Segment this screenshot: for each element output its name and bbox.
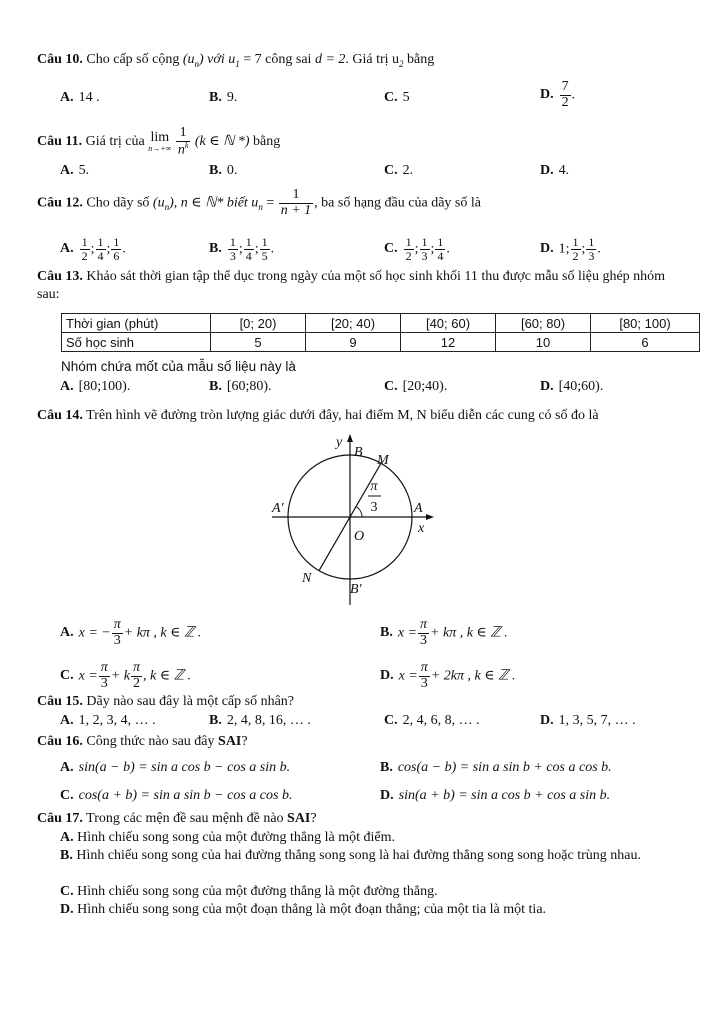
q13-option-b[interactable]: B. [60;80).	[209, 379, 272, 394]
q16-option-b[interactable]: B. cos(a − b) = sin a sin b + cos a cos b.	[380, 760, 612, 775]
trig-circle-figure	[250, 430, 450, 610]
q11-option-d[interactable]: D. 4.	[540, 163, 570, 178]
table-cell: 9	[306, 333, 401, 352]
b-label: B	[354, 445, 363, 460]
q17-number: Câu 17.	[37, 811, 83, 826]
question-16	[37, 734, 248, 750]
q12-un-sub: n	[258, 202, 263, 213]
b-prime-label: B′	[350, 582, 362, 597]
q16-number: Câu 16.	[37, 734, 83, 749]
q17-end: ?	[310, 811, 317, 826]
q12-seq: (u	[152, 195, 165, 211]
table-header-row	[62, 314, 700, 333]
q17-sai: SAI	[287, 811, 311, 826]
table-cell: [0; 20)	[211, 314, 306, 333]
a-prime-label: A′	[272, 501, 284, 516]
q10-d: d = 2	[314, 52, 346, 67]
q10-number: Câu 10.	[37, 52, 83, 67]
q17-option-d[interactable]: D. Hình chiếu song song của một đoạn thẳng là một đoạn thẳng; của một tia là một tia.	[60, 902, 547, 917]
q11-lim-sub: n→+∞	[148, 144, 172, 154]
q11-cond: (k ∈ ℕ *)	[194, 134, 250, 150]
q17-text: Trong các mện đề sau mệnh đề nào	[86, 811, 284, 826]
q12-den: n + 1	[280, 202, 312, 218]
q12-option-a[interactable]: A. $\frac{1}{2}$ ; $\frac{1}{4}$ ; $\frac{1}{6}$ .	[60, 235, 126, 263]
q15-text: Dãy nào sau đây là một cấp số nhân?	[86, 694, 295, 709]
x-axis-arrow	[426, 514, 434, 520]
q14-option-d[interactable]: D. x = $\frac{\pi}{3}$ + 2kπ , k ∈ ℤ .	[380, 660, 516, 691]
q12-option-d[interactable]: D. 1; $\frac{1}{2}$ ; $\frac{1}{3}$ .	[540, 235, 601, 263]
three-label: 3	[370, 500, 378, 515]
a-label: A	[414, 501, 423, 516]
q17-option-c[interactable]: C. Hình chiếu song song của một đường thẳng là một đường thẳng.	[60, 884, 438, 899]
question-13	[37, 268, 687, 304]
q16-sai: SAI	[218, 734, 242, 749]
q11-option-a[interactable]: A. 5.	[60, 163, 90, 178]
q14-number: Câu 14.	[37, 408, 83, 423]
table-cell: 6	[591, 333, 700, 352]
table-cell: 10	[496, 333, 591, 352]
q10-u2-sub: 2	[399, 58, 404, 69]
q11-option-b[interactable]: B. 0.	[209, 163, 238, 178]
frequency-table	[61, 313, 700, 352]
q10-seq-sub: n	[194, 58, 200, 69]
table-row	[62, 333, 700, 352]
question-10	[37, 52, 434, 69]
q15-number: Câu 15.	[37, 694, 83, 709]
q16-end: ?	[241, 734, 248, 749]
q12-number: Câu 12.	[37, 195, 83, 211]
q13-text: Khảo sát thời gian tập thể dục trong ngày của một số học sinh khối 11 thu được mẫu số liệu ghép nhóm sau:	[37, 269, 666, 302]
y-label: y	[336, 435, 343, 450]
q15-option-d[interactable]: D. 1, 3, 5, 7, … .	[540, 713, 636, 728]
q10-option-a[interactable]: A. 14 .	[60, 90, 100, 105]
q13-option-d[interactable]: D. [40;60).	[540, 379, 604, 394]
q11-num: 1	[179, 125, 187, 140]
q10-post: . Giá trị u	[345, 52, 400, 67]
q11-lim: lim	[150, 130, 170, 146]
table-cell: [40; 60)	[401, 314, 496, 333]
q13-option-a[interactable]: A. [80;100).	[60, 379, 131, 394]
question-12	[37, 188, 481, 218]
q17-option-a[interactable]: A. Hình chiếu song song của một đường thẳng là một điểm.	[60, 830, 396, 845]
q10-option-b[interactable]: B. 9.	[209, 90, 238, 105]
n-label: N	[302, 571, 312, 586]
q12-mid: ), n ∈ ℕ* biết u	[169, 195, 259, 211]
o-label: O	[354, 529, 365, 544]
q10-mid: ) với u	[199, 52, 236, 67]
q13-number: Câu 13.	[37, 269, 83, 284]
table-cell: Số học sinh	[62, 333, 211, 352]
table-cell: [20; 40)	[306, 314, 401, 333]
question-15	[37, 694, 294, 710]
q12-option-c[interactable]: C. $\frac{1}{2}$ ; $\frac{1}{3}$ ; $\frac{1}{4}$ .	[384, 235, 450, 263]
q14-text: Trên hình vẽ đường tròn lượng giác dưới đây, hai điểm M, N biểu diễn các cung có số đo là	[86, 408, 599, 423]
q12-text: Cho dãy số	[86, 195, 150, 211]
q11-number: Câu 11.	[37, 134, 83, 150]
angle-arc	[356, 507, 362, 517]
table-cell: 12	[401, 333, 496, 352]
q12-num: 1	[292, 187, 300, 202]
q11-option-c[interactable]: C. 2.	[384, 163, 414, 178]
q13-option-c[interactable]: C. [20;40).	[384, 379, 448, 394]
q10-cond: = 7 công sai	[243, 52, 312, 67]
q10-seq: (u	[182, 52, 195, 67]
q10-text: Cho cấp số cộng	[86, 52, 180, 67]
q10-option-c[interactable]: C. 5	[384, 90, 410, 105]
question-17	[37, 811, 317, 827]
pi-label: π	[370, 479, 378, 494]
q11-end: bằng	[253, 134, 281, 150]
q15-option-b[interactable]: B. 2, 4, 8, 16, … .	[209, 713, 311, 728]
q10-option-d[interactable]: D. $\frac{7}{2}$ .	[540, 79, 576, 110]
q16-option-d[interactable]: D. sin(a + b) = sin a cos b + cos a sin b.	[380, 788, 611, 803]
q14-option-c[interactable]: C. x = $\frac{\pi}{3}$ + k $\frac{\pi}{2}$ , k ∈ ℤ .	[60, 660, 192, 691]
q17-option-b[interactable]: B. Hình chiếu song song của hai đường thẳng song song là hai đường thẳng song song hoặc trùng nhau.	[60, 848, 641, 863]
q11-den: n	[177, 142, 185, 158]
table-cell: Thời gian (phút)	[62, 314, 211, 333]
question-14	[37, 408, 599, 424]
y-axis-arrow	[347, 434, 353, 442]
q11-den-sup: k	[184, 140, 189, 150]
q16-option-a[interactable]: A. sin(a − b) = sin a cos b − cos a sin b.	[60, 760, 291, 775]
q12-seq-sub: n	[164, 202, 170, 213]
question-11	[37, 126, 280, 158]
q10-u1-sub: 1	[235, 58, 240, 69]
q16-option-c[interactable]: C. cos(a + b) = sin a sin b − cos a cos b.	[60, 788, 293, 803]
table-cell: [60; 80)	[496, 314, 591, 333]
q12-end: , ba số hạng đầu của dãy số là	[314, 195, 481, 211]
q14-option-a[interactable]: A. x = − $\frac{\pi}{3}$ + kπ , k ∈ ℤ .	[60, 617, 202, 648]
m-label: M	[377, 453, 389, 468]
q15-option-a[interactable]: A. 1, 2, 3, 4, … .	[60, 713, 156, 728]
q13-question: Nhóm chứa mốt của mẫu số liệu này là	[61, 359, 296, 374]
table-cell: [80; 100)	[591, 314, 700, 333]
q16-text: Công thức nào sau đây	[86, 734, 215, 749]
q10-end: bằng	[407, 52, 435, 67]
q12-eq: =	[266, 195, 275, 211]
q15-option-c[interactable]: C. 2, 4, 6, 8, … .	[384, 713, 480, 728]
x-label: x	[418, 521, 425, 536]
q11-text: Giá trị của	[85, 134, 145, 150]
q12-option-b[interactable]: B. $\frac{1}{3}$ ; $\frac{1}{4}$ ; $\frac{1}{5}$ .	[209, 235, 275, 263]
table-cell: 5	[211, 333, 306, 352]
q14-option-b[interactable]: B. x = $\frac{\pi}{3}$ + kπ , k ∈ ℤ .	[380, 617, 508, 648]
